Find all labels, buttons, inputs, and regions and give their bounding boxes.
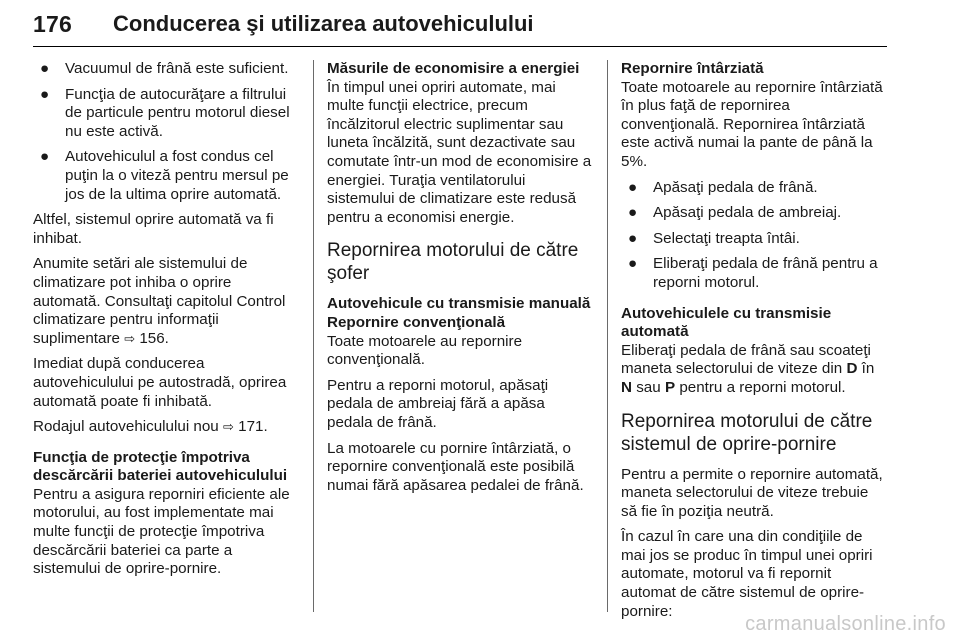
paragraph: Pentru a reporni motorul, apăsaţi pedala de ambreiaj fără a apăsa pedala de frână. bbox=[327, 376, 549, 431]
bullet-icon: ● bbox=[628, 229, 638, 247]
chapter-heading: Repornirea motorului de către şofer bbox=[327, 240, 579, 285]
page-number: 176 bbox=[33, 10, 72, 37]
column-divider-2 bbox=[607, 60, 608, 612]
column-3 bbox=[621, 60, 887, 628]
bullet-icon: ● bbox=[40, 60, 50, 77]
chapter-heading: Repornirea motorului de către sistemul de oprire-pornire bbox=[621, 410, 873, 455]
paragraph: La motoarele cu pornire întârziată, o repornire convenţională este posibilă numai fără apăsarea pedalei de frână. bbox=[327, 439, 584, 494]
subsection-heading: Repornire convenţională bbox=[327, 313, 506, 331]
gear-p: P bbox=[664, 378, 676, 396]
list-item: ● Apăsaţi pedala de frână. bbox=[628, 178, 818, 196]
list-item: ● Selectaţi treapta întâi. bbox=[628, 229, 800, 247]
list-item: ● Eliberaţi pedala de frână pentru a reporni motorul. bbox=[628, 255, 878, 291]
list-item: ● Apăsaţi pedala de ambreiaj. bbox=[628, 204, 842, 222]
section-heading: Repornire întârziată bbox=[621, 60, 764, 77]
paragraph: Anumite setări ale sistemului de climatizare pot inhiba o oprire automată. Consultaţi capitolul Control climatizare pentru informaţii suplimentare ⇨ 156. bbox=[33, 255, 286, 347]
watermark: carmanualsonline.info bbox=[745, 613, 946, 635]
gear-n: N bbox=[621, 378, 632, 396]
paragraph: Altfel, sistemul oprire automată va fi inhibat. bbox=[33, 211, 274, 247]
bullet-icon: ● bbox=[628, 255, 638, 273]
section-heading: Măsurile de economisire a energiei bbox=[327, 60, 580, 77]
condition-list bbox=[33, 60, 299, 204]
page-reference[interactable]: 171. bbox=[238, 418, 268, 436]
column-1 bbox=[33, 60, 299, 586]
list-item: ● Autovehiculul a fost condus cel puţin la o viteză pentru mersul pe jos de la ultima oprire automată. bbox=[40, 148, 289, 203]
bullet-icon: ● bbox=[628, 178, 638, 196]
bullet-icon: ● bbox=[40, 148, 50, 166]
paragraph: Pentru a permite o repornire automată, maneta selectorului de viteze trebuie să fie în poziţia neutră. bbox=[621, 465, 883, 520]
section-heading: Funcţia de protecţie împotriva descărcării bateriei autovehiculului bbox=[33, 448, 288, 485]
gear-d: D bbox=[846, 360, 858, 378]
page-reference-icon: ⇨ bbox=[223, 419, 234, 435]
paragraph: Toate motoarele au repornire întârziată în plus faţă de repornirea convenţională. Repornirea întârziată este activă numai la pante de până la 5%. bbox=[621, 78, 883, 170]
page-title: Conducerea şi utilizarea autovehiculului bbox=[113, 11, 534, 36]
paragraph: În timpul unei opriri automate, mai multe funcţii electrice, precum încălzitorul electric suplimentar sau luneta încălzită, sunt dezactivate sau comutate într-un mod de economisire a energiei. Turaţia ventilatorului sistemului de climatizare este redusă pentru a economisi energie. bbox=[327, 78, 592, 226]
section-heading: Autovehicule cu transmisie manuală bbox=[327, 295, 591, 313]
bullet-icon: ● bbox=[628, 204, 638, 222]
paragraph: În cazul în care una din condiţiile de mai jos se produc în timpul unei opriri automate, motorul va fi repornit automat de către sistemul de oprire-pornire: bbox=[621, 528, 873, 620]
list-item: ● Vacuumul de frână este suficient. bbox=[40, 60, 289, 77]
page-header bbox=[33, 2, 887, 47]
paragraph: Eliberaţi pedala de frână sau scoateţi maneta selectorului de viteze din D în N sau P pentru a reporni motorul. bbox=[621, 341, 875, 396]
column-2 bbox=[327, 60, 593, 502]
step-list bbox=[621, 179, 887, 293]
page-reference[interactable]: 156. bbox=[139, 329, 169, 347]
section-heading: Autovehiculele cu transmisie automată bbox=[621, 304, 832, 341]
paragraph: Toate motoarele au repornire convenţională. bbox=[327, 332, 523, 369]
paragraph: Pentru a asigura reporniri eficiente ale motorului, au fost implementate mai multe funcţii de protecţie împotriva descărcării bateriei ca parte a sistemului de oprire-pornire. bbox=[33, 485, 290, 578]
paragraph: Rodajul autovehiculului nou ⇨ 171. bbox=[33, 418, 268, 436]
column-divider-1 bbox=[313, 60, 314, 612]
page-reference-icon: ⇨ bbox=[124, 330, 136, 346]
bullet-icon: ● bbox=[40, 85, 50, 103]
list-item: ● Funcţia de autocurăţare a filtrului de particule pentru motorul diesel nu este activă. bbox=[40, 85, 290, 140]
paragraph: Imediat după conducerea autovehiculului pe autostradă, oprirea automată poate fi inhibată. bbox=[33, 355, 287, 410]
